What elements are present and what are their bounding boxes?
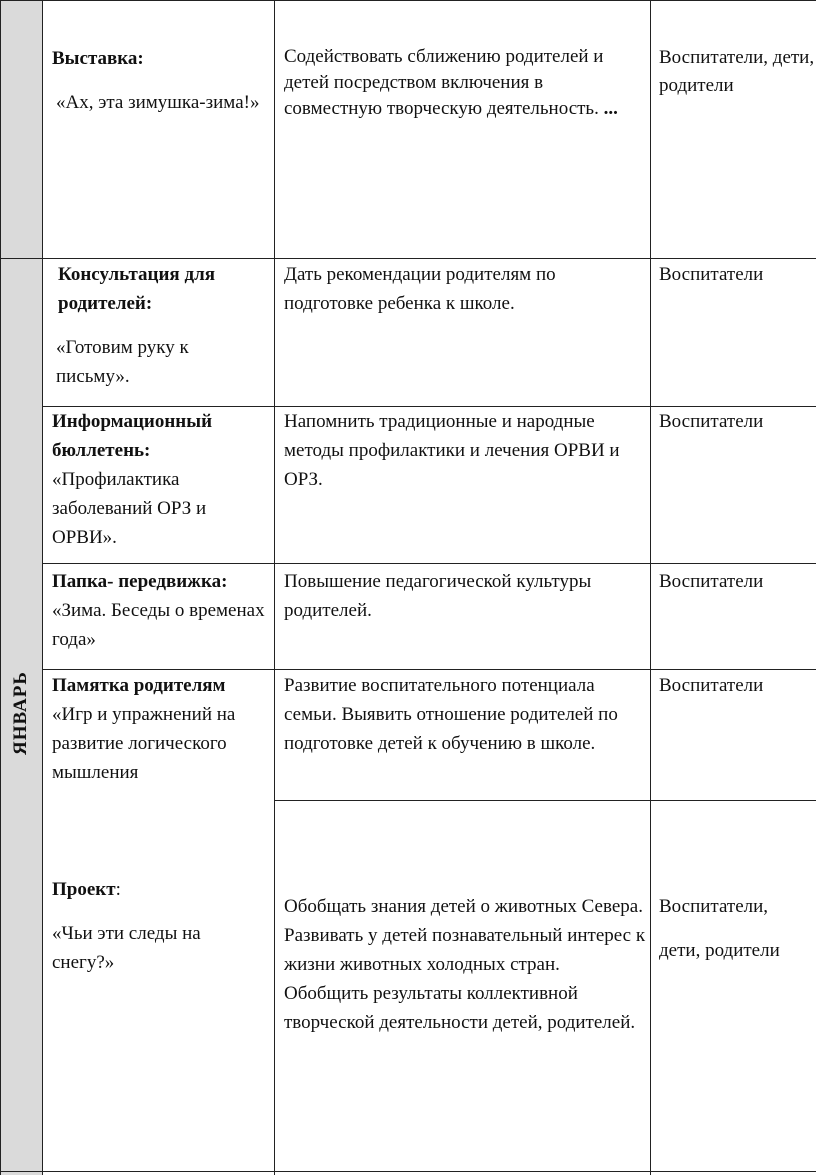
row-divider-5: [274, 800, 816, 801]
event-cell: [52, 260, 267, 391]
table-border-event: [274, 0, 275, 1175]
responsible-cell: [659, 892, 814, 965]
responsible-text-line1: Воспитатели,: [659, 896, 769, 917]
table-border-bottom: [0, 1171, 816, 1172]
event-cell: [52, 407, 267, 552]
responsible-text: Воспитатели: [659, 411, 764, 432]
event-title: Папка- передвижка:: [52, 571, 228, 592]
goal-cell: [284, 44, 644, 122]
event-title: Консультация для родителей:: [58, 264, 216, 314]
row-divider-1: [0, 258, 816, 259]
goal-text: Содействовать сближению родителей и детей посредством включения в совместную творческую деятельность.: [284, 46, 604, 119]
table-border-month: [42, 0, 43, 1175]
goal-text: Повышение педагогической культуры родителей.: [284, 571, 592, 621]
event-title: Выставка:: [52, 48, 144, 69]
responsible-text: Воспитатели, дети, родители: [659, 47, 815, 96]
event-title: Памятка родителям: [52, 675, 226, 696]
row-divider-3: [42, 563, 816, 564]
event-title: Проект: [52, 879, 116, 900]
row-divider-4: [42, 669, 816, 670]
event-cell: [52, 44, 267, 117]
goal-cell: [284, 892, 646, 1037]
event-cell: [52, 875, 267, 977]
responsible-text: Воспитатели: [659, 571, 764, 592]
goal-text: Обобщать знания детей о животных Севера. Развивать у детей познавательный интерес к жизни животных холодных стран. Обобщить результаты коллективной творческой деятельности детей, родителей.: [284, 896, 646, 1033]
table-border-left: [0, 0, 1, 1175]
month-label: ЯНВАРЬ: [10, 671, 31, 755]
event-detail: «Зима. Беседы о временах года»: [52, 600, 265, 650]
goal-cell: [284, 671, 644, 758]
goal-text: Развитие воспитательного потенциала семьи. Выявить отношение родителей по подготовке детей к обучению в школе.: [284, 675, 618, 754]
event-title-line: [52, 875, 267, 904]
responsible-cell: [659, 671, 814, 700]
responsible-cell: [659, 567, 814, 596]
event-cell: [52, 567, 267, 654]
event-title: Информационный бюллетень:: [52, 411, 213, 461]
goal-cell: [284, 407, 644, 494]
event-title-colon: :: [115, 879, 121, 900]
responsible-cell: [659, 44, 816, 100]
event-cell: [52, 671, 267, 787]
event-detail: «Чьи эти следы на снегу?»: [52, 923, 201, 973]
goal-text: Дать рекомендации родителям по подготовке ребенка к школе.: [284, 264, 556, 314]
event-detail: «Ах, эта зимушка-зима!»: [56, 92, 260, 113]
month-label-cell: [0, 0, 42, 1175]
goal-text: Напомнить традиционные и народные методы профилактики и лечения ОРВИ и ОРЗ.: [284, 411, 620, 490]
responsible-cell: [659, 260, 814, 289]
table-border-goal: [650, 0, 651, 1175]
goal-cell: [284, 260, 644, 318]
table-border-top: [0, 0, 816, 1]
event-detail: «Профилактика заболеваний ОРЗ и ОРВИ».: [52, 469, 207, 548]
responsible-cell: [659, 407, 814, 436]
goal-ellipsis: ...: [603, 98, 618, 119]
event-detail: «Игр и упражнений на развитие логического мышления: [52, 704, 236, 783]
responsible-text-line2: дети, родители: [659, 940, 780, 961]
responsible-text: Воспитатели: [659, 264, 764, 285]
responsible-text: Воспитатели: [659, 675, 764, 696]
goal-cell: [284, 567, 644, 625]
event-detail: «Готовим руку к письму».: [56, 337, 189, 387]
